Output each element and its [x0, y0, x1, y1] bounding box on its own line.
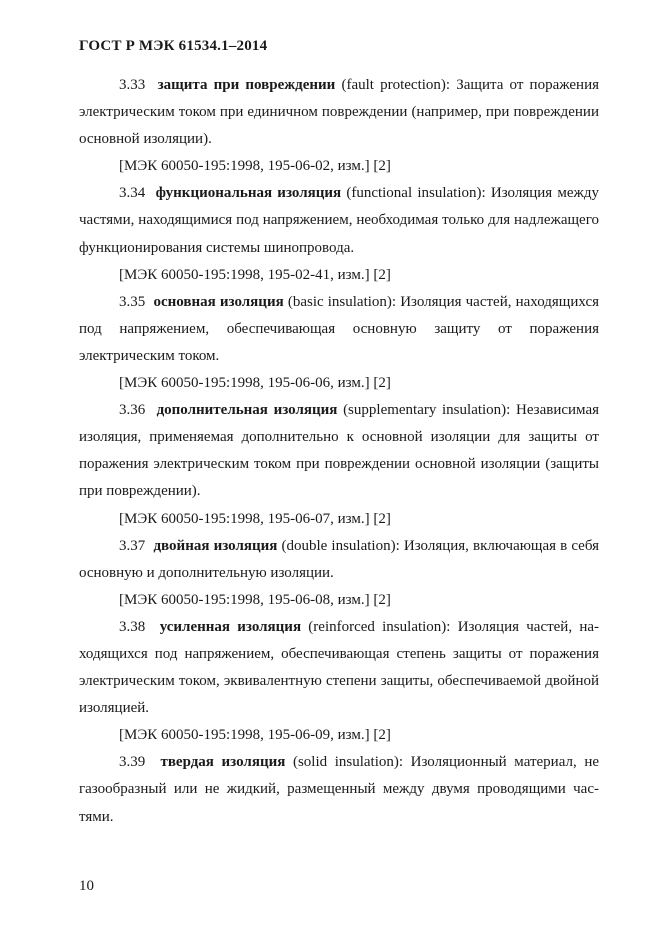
term-reference: [МЭК 60050-195:1998, 195-06-06, изм.] [2]	[119, 375, 391, 392]
term-name: двойная изоляция	[153, 537, 278, 554]
term-number: 3.38	[119, 618, 146, 635]
page-number: 10	[79, 878, 94, 894]
term-number: 3.36	[119, 402, 146, 419]
terms-section	[79, 72, 599, 831]
term-entry-3-39	[79, 749, 599, 830]
term-number: 3.35	[119, 293, 146, 310]
term-definition: (solid insulation): Изоляционный материал, не газообразный или не жидкий, размещенный между двумя проводящими частями.	[79, 754, 600, 825]
term-number: 3.34	[119, 185, 146, 202]
term-entry-3-36	[79, 397, 599, 505]
term-reference: [МЭК 60050-195:1998, 195-06-08, изм.] [2]	[119, 591, 391, 608]
term-definition: (reinforced insulation): Изоляция частей, находящихся под напряжением, обеспечивающая степень защиты от поражения электрическим током, эквивалентную степени защиты, обеспечиваемой двойной изоляцией.	[79, 618, 599, 717]
term-name: основная изоляция	[153, 293, 284, 310]
term-definition: (functional insulation): Изоляция между частями, находящимися под напряжением, необходимая только для надлежащего функционирования системы шинопровода.	[79, 185, 600, 256]
term-reference: [МЭК 60050-195:1998, 195-06-02, изм.] [2]	[119, 158, 391, 175]
term-name: усиленная изоляция	[159, 618, 302, 635]
term-name: функциональная изоляция	[155, 185, 342, 202]
term-number: 3.33	[119, 77, 146, 93]
term-entry-3-33	[79, 72, 599, 153]
term-number: 3.37	[119, 537, 146, 554]
term-name: защита при повреждении	[157, 77, 336, 93]
term-name: твердая изоляция	[160, 754, 286, 771]
term-entry-3-35	[79, 289, 599, 370]
document-header: ГОСТ Р МЭК 61534.1–2014	[79, 38, 268, 54]
term-entry-3-37	[79, 533, 599, 587]
term-number: 3.39	[119, 754, 146, 771]
term-reference: [МЭК 60050-195:1998, 195-06-09, изм.] [2]	[119, 727, 391, 744]
term-name: дополнительная изоляция	[156, 402, 338, 419]
term-definition: (basic insulation): Изоляция частей, находящихся под напряжением, обеспечивающая основную защиту от поражения электрическим током.	[79, 293, 600, 364]
term-definition: (supplementary insulation): Независимая изоляция, применяемая дополнительно к основной изоляции для защиты от поражения электрическим током при повреждении основной изоляции (защиты при повреждении).	[79, 402, 599, 500]
term-definition: (double insulation): Изоляция, включающая в себя основную и дополнительную изоляции.	[79, 537, 599, 581]
term-entry-3-34	[79, 180, 599, 261]
term-reference: [МЭК 60050-195:1998, 195-06-07, изм.] [2]	[119, 510, 391, 527]
term-definition: (fault protection): Защита от поражения электрическим током при единичном повреждении (например, при повреждении основной изоляции).	[79, 77, 600, 148]
term-reference: [МЭК 60050-195:1998, 195-02-41, изм.] [2]	[119, 266, 391, 283]
term-entry-3-38	[79, 614, 599, 722]
